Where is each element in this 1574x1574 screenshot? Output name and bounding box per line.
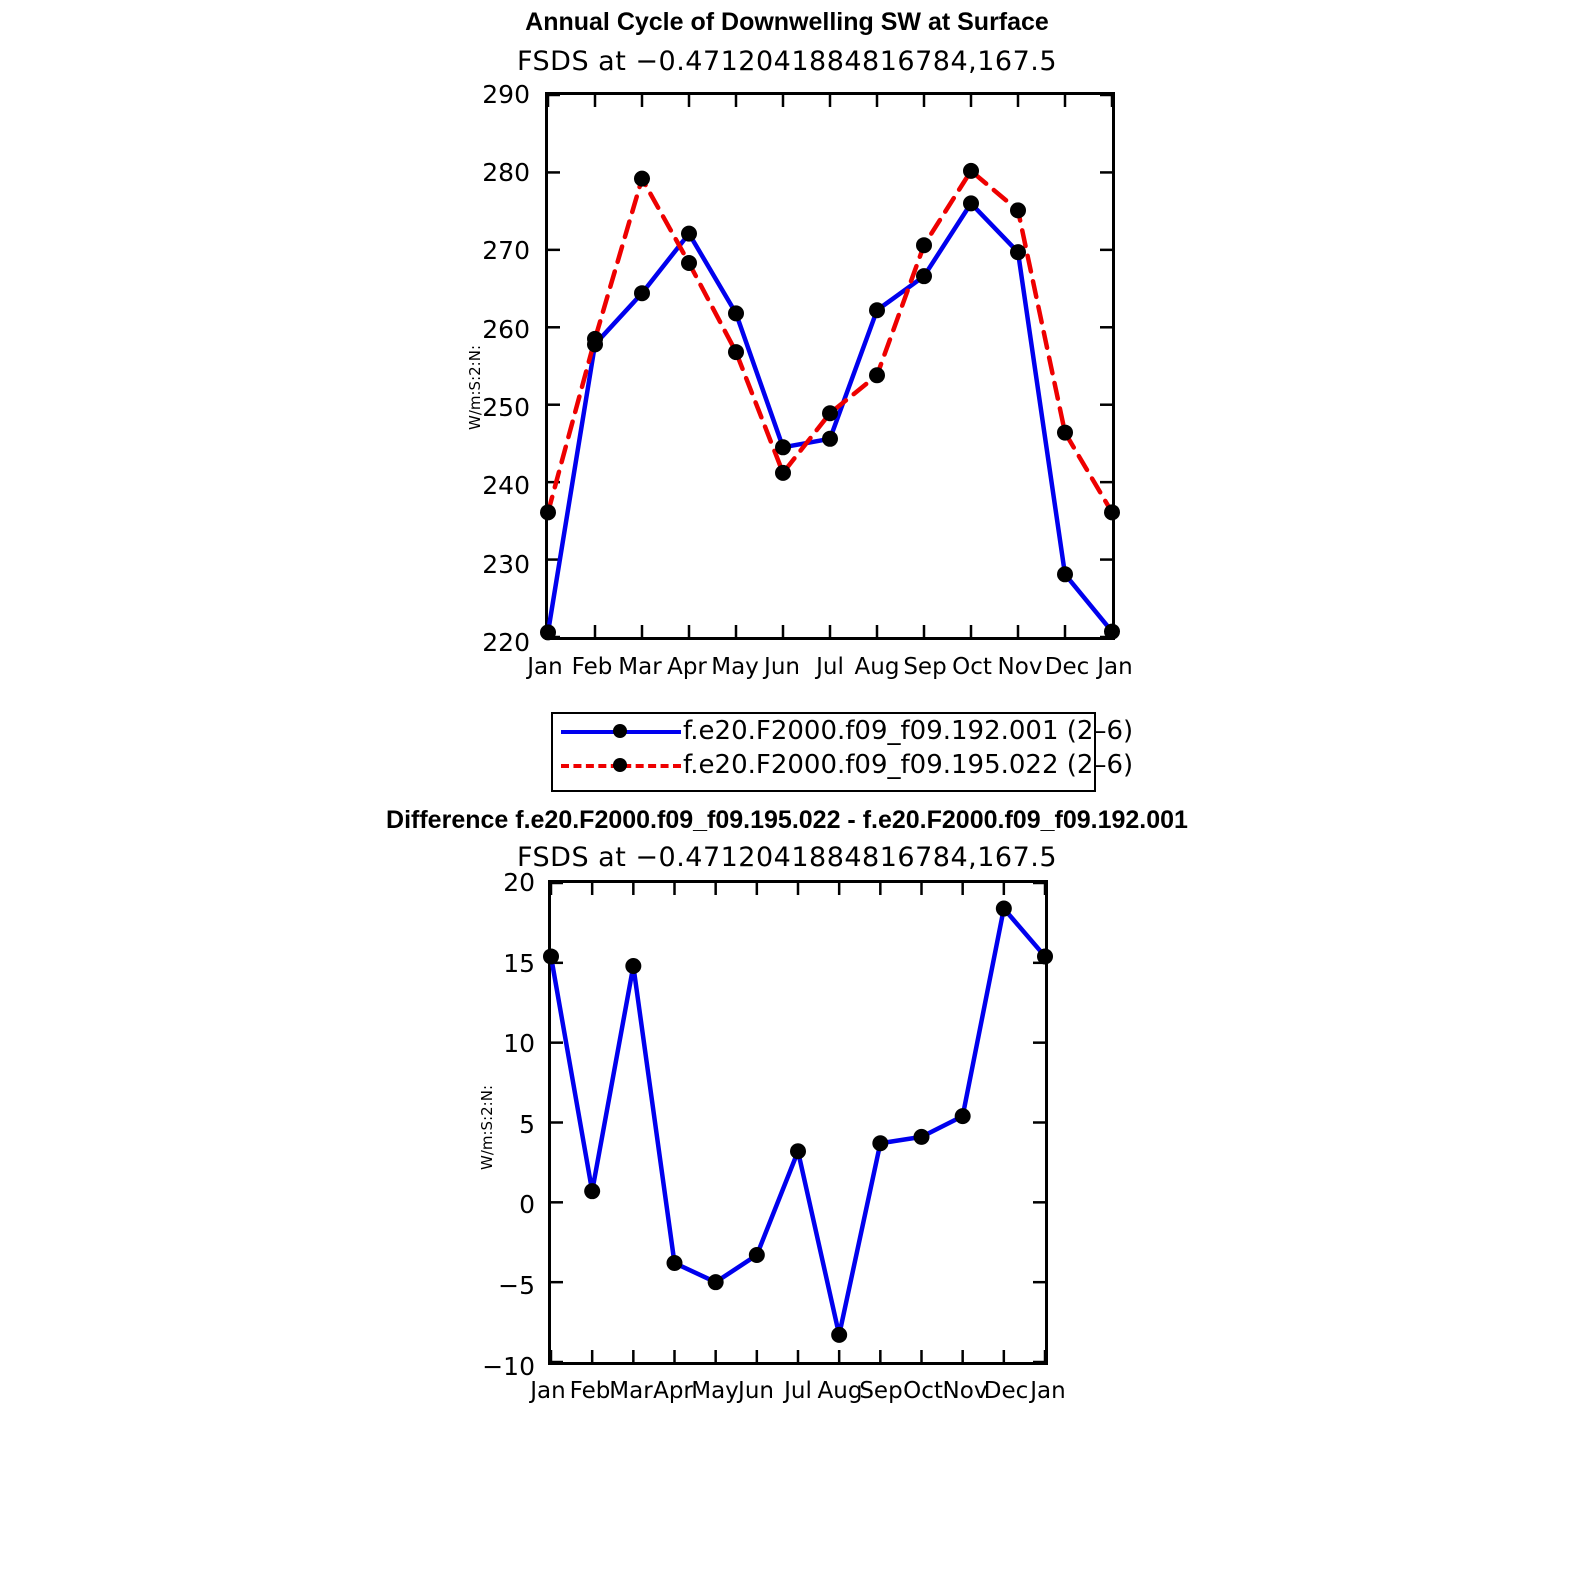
y-tick-230: 230 <box>482 550 530 579</box>
panel-subtitle: FSDS at −0.4712041884816784,167.5 <box>516 842 1058 873</box>
x-tick-jun: Jun <box>738 1378 774 1404</box>
legend-marker-0 <box>613 724 627 738</box>
x-tick-jan-end: Jan <box>1030 1378 1066 1404</box>
legend-entry-1 <box>553 748 1134 782</box>
legend-entry-0 <box>553 714 1134 748</box>
x-tick-jul: Jul <box>784 1378 812 1404</box>
x-tick-jul: Jul <box>816 654 844 680</box>
chart-canvas-difference <box>0 800 1574 1400</box>
x-tick-apr: Apr <box>653 1378 693 1404</box>
x-tick-sep: Sep <box>903 654 947 680</box>
x-tick-nov: Nov <box>997 654 1043 680</box>
x-tick-dec: Dec <box>983 1378 1029 1404</box>
y-axis-label: W/m:S:2:N: <box>466 345 484 430</box>
y-tick-15: 15 <box>503 949 535 978</box>
plot-area-difference <box>0 800 1574 1404</box>
legend-line-sample-1 <box>561 755 681 775</box>
plot-area-annual-cycle <box>0 0 1574 700</box>
y-tick-260: 260 <box>482 315 530 344</box>
y-tick-10: 10 <box>503 1029 535 1058</box>
legend-line-sample-0 <box>561 721 681 741</box>
y-tick-0: 0 <box>519 1190 535 1219</box>
x-tick-oct: Oct <box>903 1378 943 1404</box>
x-tick-may: May <box>711 654 759 680</box>
legend-label-0: f.e20.F2000.f09_f09.192.001 (2–6) <box>683 716 1134 746</box>
x-tick-apr: Apr <box>667 654 707 680</box>
y-axis-label: W/m:S:2:N: <box>478 1085 496 1170</box>
y-tick-neg5: −5 <box>498 1271 535 1300</box>
legend-marker-1 <box>613 758 627 772</box>
panel-title: Annual Cycle of Downwelling SW at Surface <box>525 8 1049 36</box>
x-tick-nov: Nov <box>942 1378 988 1404</box>
x-tick-aug: Aug <box>854 654 900 680</box>
y-tick-240: 240 <box>482 471 530 500</box>
y-tick-280: 280 <box>482 158 530 187</box>
x-tick-mar: Mar <box>618 654 662 680</box>
x-tick-oct: Oct <box>952 654 992 680</box>
x-tick-jan-end: Jan <box>1097 654 1133 680</box>
panel-title: Difference f.e20.F2000.f09_f09.195.022 - f.e20.F2000.f09_f09.192.001 <box>386 806 1188 834</box>
legend <box>551 712 1134 792</box>
legend-label-1: f.e20.F2000.f09_f09.195.022 (2–6) <box>683 750 1134 780</box>
x-tick-dec: Dec <box>1044 654 1090 680</box>
panel-subtitle: FSDS at −0.4712041884816784,167.5 <box>516 46 1058 77</box>
x-tick-sep: Sep <box>859 1378 903 1404</box>
x-tick-jun: Jun <box>764 654 800 680</box>
x-tick-may: May <box>691 1378 739 1404</box>
y-tick-290: 290 <box>482 80 530 109</box>
x-tick-jan: Jan <box>530 1378 566 1404</box>
y-tick-220: 220 <box>482 628 530 657</box>
x-tick-aug: Aug <box>817 1378 863 1404</box>
x-tick-jan: Jan <box>527 654 563 680</box>
chart-canvas-annual-cycle <box>0 0 1574 700</box>
x-tick-feb: Feb <box>571 654 613 680</box>
y-tick-270: 270 <box>482 236 530 265</box>
y-tick-250: 250 <box>482 393 530 422</box>
x-tick-mar: Mar <box>609 1378 653 1404</box>
panel-difference <box>0 800 1574 1404</box>
y-tick-5: 5 <box>519 1110 535 1139</box>
y-tick-neg10: −10 <box>482 1352 535 1381</box>
y-tick-20: 20 <box>503 868 535 897</box>
x-tick-feb: Feb <box>569 1378 611 1404</box>
